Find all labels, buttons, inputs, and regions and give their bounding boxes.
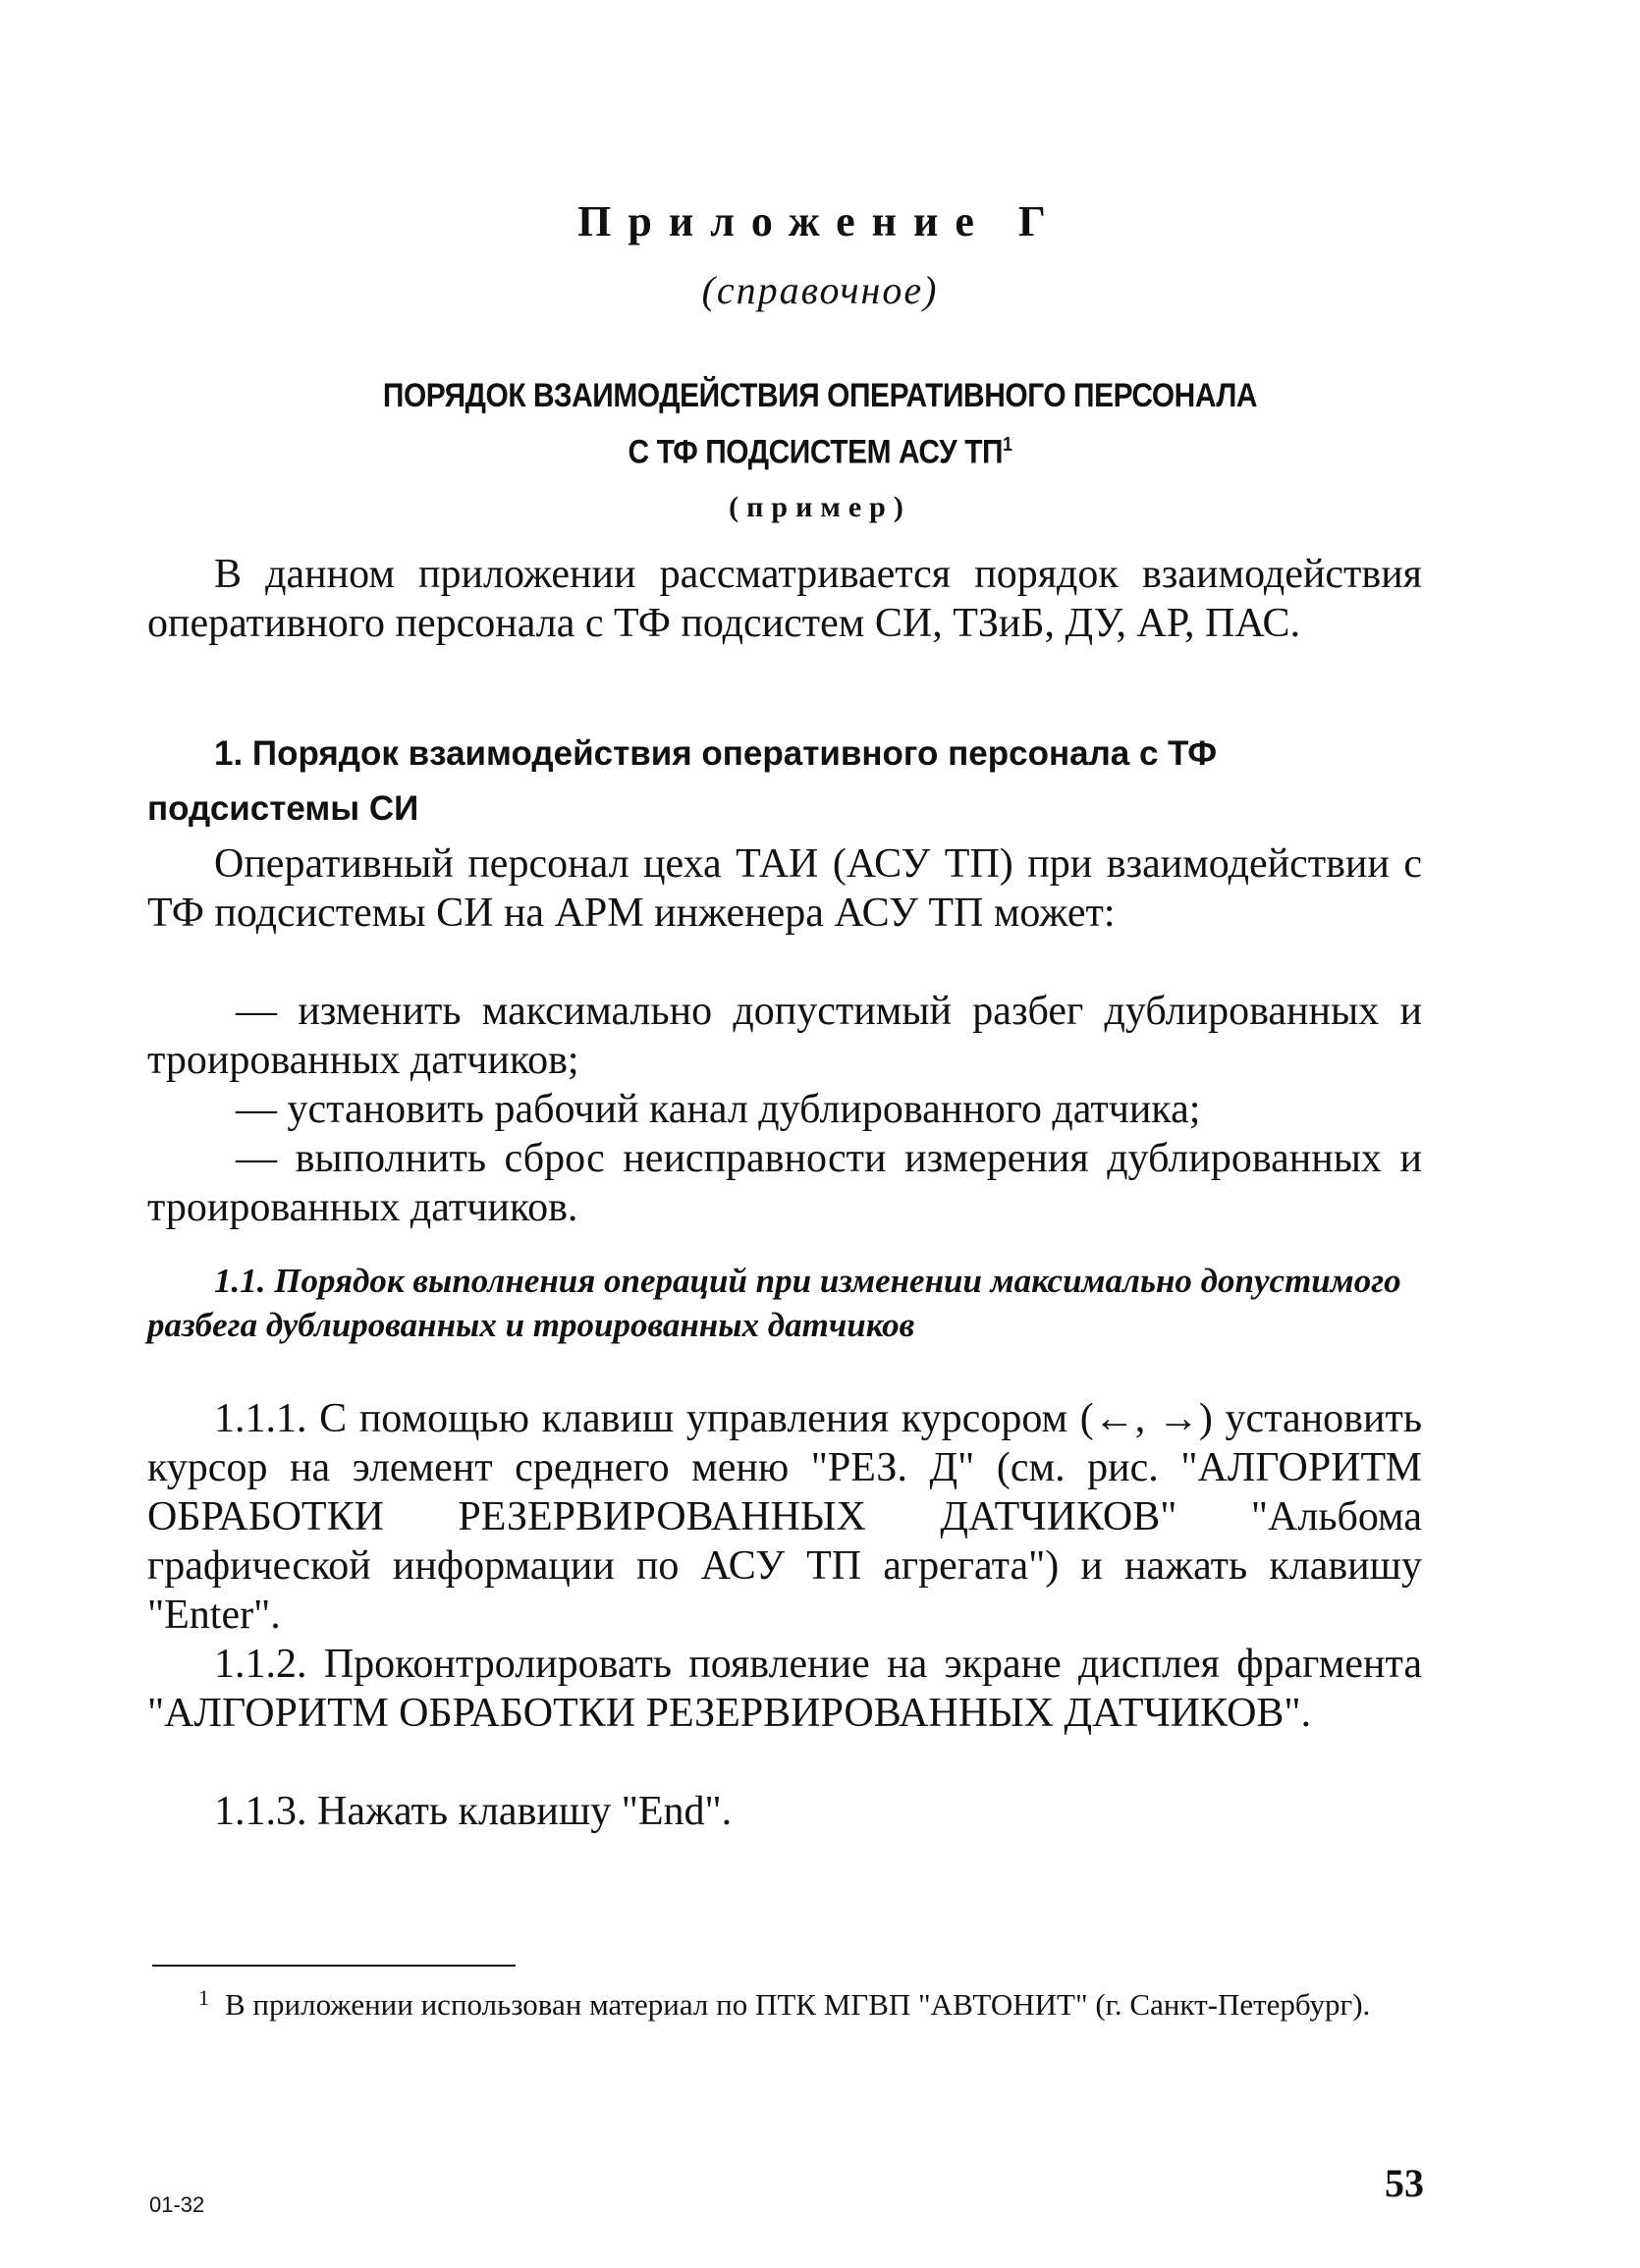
document-title-line2: С ТФ ПОДСИСТЕМ АСУ ТП (628, 433, 1004, 471)
footnote-mark: 1 (198, 1985, 209, 2010)
section-1-item-2: — установить рабочий канал дублированного датчика; (236, 1087, 1201, 1132)
section-1-item-3: — выполнить сброс неисправности измерения дублированных и троированных датчиков. (147, 1136, 1422, 1230)
document-title (98, 371, 1542, 476)
document-title-line2-wrap (98, 420, 1542, 476)
section-1-heading-text: 1. Порядок взаимодействия оперативного персонала с ТФ подсистемы СИ (147, 734, 1218, 828)
appendix-title: Приложение Г (577, 197, 1063, 245)
footnote-text: В приложении использован материал по ПТК МГВП "АВТОНИТ" (г. Санкт-Петербург). (225, 1987, 1371, 2022)
intro-paragraph: В данном приложении рассматривается порядок взаимодействия оперативного персонала с ТФ подсистем СИ, ТЗиБ, ДУ, АР, ПАС. (147, 552, 1422, 646)
step-1-1-1: 1.1.1. С помощью клавиш управления курсором (←, →) установить курсор на элемент среднего меню "РЕЗ. Д" (см. рис. "АЛГОРИТМ ОБРАБОТКИ РЕЗЕРВИРОВАННЫХ ДАТЧИКОВ" "Альбома графической информации по АСУ ТП агрегата") и нажать клавишу "Enter". (147, 1396, 1422, 1638)
document-subtitle: (пример) (729, 491, 911, 523)
footnote (147, 1981, 1424, 2031)
appendix-type: (справочное) (701, 268, 939, 312)
subsection-1-1-heading-text: 1.1. Порядок выполнения операций при изменении максимально допустимого разбега дублированных и троированных датчиков (147, 1262, 1401, 1344)
footnote-divider (152, 1965, 516, 1967)
section-1-heading (147, 727, 1422, 837)
print-code: 01-32 (149, 2192, 205, 2217)
subsection-1-1-heading (147, 1259, 1422, 1347)
document-title-line1: ПОРЯДОК ВЗАИМОДЕЙСТВИЯ ОПЕРАТИВНОГО ПЕРСОНАЛА (382, 377, 1258, 414)
step-1-1-2: 1.1.2. Проконтролировать появление на экране дисплея фрагмента "АЛГОРИТМ ОБРАБОТКИ РЕЗЕРВИРОВАННЫХ ДАТЧИКОВ". (147, 1642, 1422, 1736)
title-footnote-mark: 1 (1003, 434, 1012, 456)
page-number: 53 (1385, 2161, 1424, 2205)
step-1-1-3: 1.1.3. Нажать клавишу "End". (214, 1789, 733, 1834)
section-1-lead: Оперативный персонал цеха ТАИ (АСУ ТП) при взаимодействии с ТФ подсистемы СИ на АРМ инженера АСУ ТП может: (147, 841, 1422, 936)
section-1-item-1: — изменить максимально допустимый разбег дублированных и троированных датчиков; (147, 989, 1422, 1083)
